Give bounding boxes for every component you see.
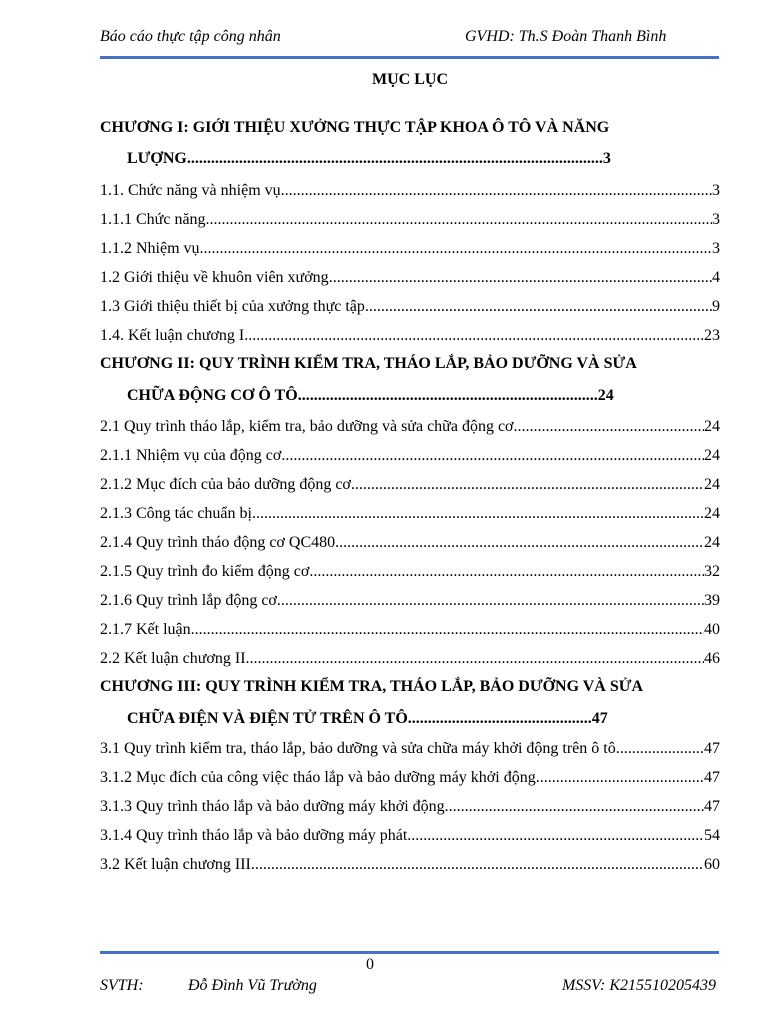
toc-entry-text: 2.1.4 Quy trình tháo động cơ QC480 [100,534,336,551]
toc-entry-text: 2.1.2 Mục đích của bảo dưỡng động cơ [100,476,351,493]
chapter-1-title-end: LƯỢNG [127,150,187,167]
page-header [100,28,718,52]
toc-leader [309,563,704,581]
toc-leader [246,650,704,668]
toc-leader [252,505,704,523]
toc-entry-page: 60 [704,856,720,873]
toc-entry[interactable] [100,650,720,672]
chapter-1-leader: ........................................................................................................ [186,150,603,167]
toc-entry[interactable] [100,476,720,498]
toc-entry-page: 40 [704,621,720,638]
toc-entry-text: 2.1.6 Quy trình lắp động cơ [100,592,277,609]
toc-entry[interactable] [100,211,720,233]
toc-entry[interactable] [100,798,720,820]
toc-entry-text: 3.2 Kết luận chương III [100,856,251,873]
toc-leader [351,476,704,494]
toc-leader [277,592,704,610]
toc-entry-text: 3.1.3 Quy trình tháo lắp và bảo dưỡng máy khởi động [100,798,445,815]
toc-entry-page: 47 [704,798,720,815]
toc-entry-text: 2.2 Kết luận chương II [100,650,246,667]
toc-entry-text: 3.1.2 Mục đích của công việc tháo lắp và bảo dưỡng máy khởi động [100,769,536,786]
toc-entry-page: 9 [712,298,720,315]
chapter-3-title-end: CHỮA ĐIỆN VÀ ĐIỆN TỬ TRÊN Ô TÔ [127,710,408,727]
footer-rule [100,951,719,954]
chapter-2-page: 24 [597,387,614,404]
toc-entry-text: 1.1.2 Nhiệm vụ [100,240,200,257]
toc-entry-page: 54 [704,827,720,844]
toc-entry[interactable] [100,447,720,469]
toc-entry-page: 4 [712,269,720,286]
header-advisor: GVHD: Th.S Đoàn Thanh Bình [465,28,667,45]
toc-entry-page: 24 [704,418,720,435]
toc-entry-text: 2.1.3 Công tác chuẩn bị [100,505,252,522]
toc-leader [365,298,712,316]
toc-entry-page: 24 [704,447,720,464]
toc-entry[interactable] [100,534,720,556]
toc-entry[interactable] [100,505,720,527]
toc-leader [191,621,704,639]
chapter-1-page: 3 [602,150,611,167]
footer-student-id: MSSV: K215510205439 [561,977,716,994]
toc-entry[interactable] [100,563,720,585]
toc-entry-page: 32 [704,563,720,580]
toc-entry-page: 24 [704,476,720,493]
toc-entry-text: 1.2 Giới thiệu về khuôn viên xưởng [100,269,329,286]
toc-entry-text: 2.1.7 Kết luận [100,621,191,638]
toc-leader [251,856,704,874]
header-report-title: Báo cáo thực tập công nhân [100,28,281,45]
toc-entry-page: 3 [712,211,720,228]
toc-entry-text: 3.1 Quy trình kiểm tra, tháo lắp, bảo dưỡng và sửa chữa máy khởi động trên ô tô [100,740,616,757]
toc-entry[interactable] [100,418,720,440]
chapter-3-heading[interactable]: CHƯƠNG III: QUY TRÌNH KIỂM TRA, THÁO LẮP, BẢO DƯỠNG VÀ SỬA [100,678,644,695]
chapter-3-leader: .............................................. [407,710,592,727]
page-number: 0 [366,956,374,973]
toc-entry-page: 24 [704,505,720,522]
toc-entry-text: 1.4. Kết luận chương I [100,327,245,344]
page-footer [100,977,718,1001]
chapter-2-title-end: CHỮA ĐỘNG CƠ Ô TÔ [127,387,298,404]
footer-svth-label: SVTH: [100,977,144,994]
toc-leader [445,798,704,816]
chapter-3-heading-cont[interactable] [127,710,608,728]
toc-entry[interactable] [100,182,720,204]
toc-leader [200,240,712,258]
toc-entry-page: 46 [704,650,720,667]
chapter-2-leader: ........................................................................... [297,387,598,404]
toc-entry-text: 2.1.1 Nhiệm vụ của động cơ [100,447,282,464]
toc-entry-text: 1.1. Chức năng và nhiệm vụ [100,182,281,199]
footer-student-name: Đỗ Đình Vũ Trường [188,977,317,994]
chapter-1-heading-cont[interactable] [127,150,611,168]
toc-leader [616,740,704,758]
toc-entry[interactable] [100,327,720,349]
toc-entry-page: 24 [704,534,720,551]
toc-entry-text: 1.3 Giới thiệu thiết bị của xưởng thực tập [100,298,365,315]
toc-entry[interactable] [100,621,720,643]
toc-entry[interactable] [100,592,720,614]
toc-leader [514,418,704,436]
toc-leader [335,534,704,552]
toc-entry[interactable] [100,740,720,762]
toc-leader [281,182,712,200]
toc-leader [244,327,704,345]
chapter-3-page: 47 [591,710,608,727]
toc-entry-page: 3 [712,240,720,257]
toc-entry[interactable] [100,269,720,291]
toc-leader [407,827,704,845]
toc-entry-text: 2.1.5 Quy trình đo kiểm động cơ [100,563,310,580]
toc-entry-text: 1.1.1 Chức năng [100,211,206,228]
toc-entry-page: 23 [704,327,720,344]
header-rule [100,56,719,59]
toc-entry-page: 3 [712,182,720,199]
toc-leader [206,211,712,229]
toc-entry-page: 39 [704,592,720,609]
toc-entry-text: 3.1.4 Quy trình tháo lắp và bảo dưỡng máy phát [100,827,408,844]
toc-entry-text: 2.1 Quy trình tháo lắp, kiểm tra, bảo dưỡng và sửa chữa động cơ [100,418,514,435]
toc-entry-page: 47 [704,769,720,786]
toc-entry[interactable] [100,827,720,849]
toc-entry[interactable] [100,240,720,262]
toc-entry[interactable] [100,856,720,878]
toc-leader [281,447,704,465]
toc-entry[interactable] [100,298,720,320]
chapter-1-heading[interactable]: CHƯƠNG I: GIỚI THIỆU XƯỞNG THỰC TẬP KHOA Ô TÔ VÀ NĂNG [100,119,610,136]
chapter-2-heading[interactable]: CHƯƠNG II: QUY TRÌNH KIỂM TRA, THÁO LẮP, BẢO DƯỠNG VÀ SỬA [100,355,637,372]
toc-leader [329,269,712,287]
chapter-2-heading-cont[interactable] [127,387,614,405]
toc-entry-page: 47 [704,740,720,757]
toc-title: MỤC LỤC [372,71,448,88]
toc-leader [536,769,704,787]
toc-entry[interactable] [100,769,720,791]
